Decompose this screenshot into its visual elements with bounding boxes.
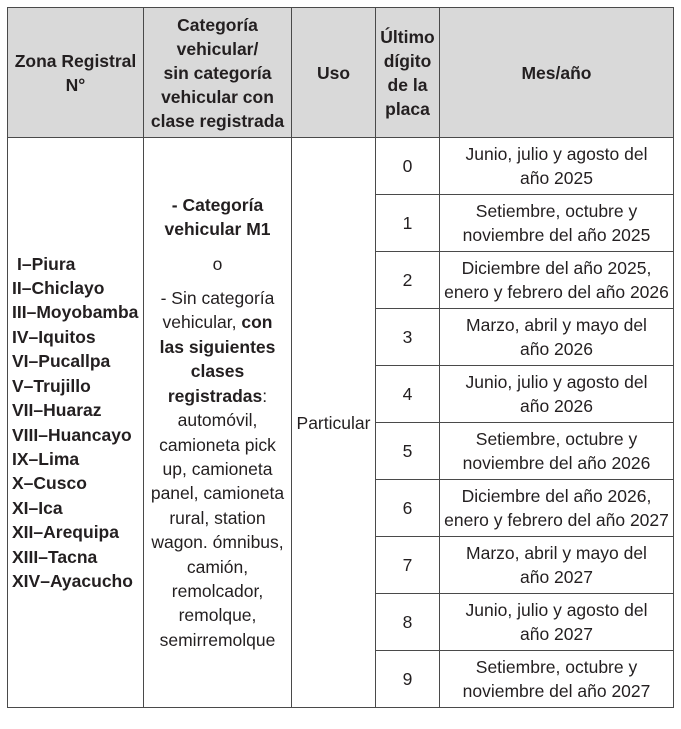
header-categoria-line2: vehicular/ bbox=[176, 38, 259, 59]
period-cell bbox=[440, 651, 674, 708]
header-digito-line1: Último bbox=[380, 26, 435, 47]
category-class-line: rural, station bbox=[169, 507, 266, 528]
digit-value: 9 bbox=[402, 669, 413, 689]
header-zona-line1: Zona Registral bbox=[14, 50, 137, 71]
period-line1: Diciembre del año 2025, bbox=[461, 258, 652, 278]
period-line1: Setiembre, octubre y bbox=[475, 429, 638, 449]
zone-item: IX–Lima bbox=[12, 448, 80, 469]
zone-item: XIII–Tacna bbox=[12, 546, 98, 567]
category-class-line: camión, bbox=[186, 556, 249, 577]
category-sin-line2 bbox=[147, 310, 288, 334]
digit-cell bbox=[376, 195, 440, 252]
period-line1: Diciembre del año 2026, bbox=[461, 486, 652, 506]
category-class-line: automóvil, bbox=[177, 410, 258, 431]
category-cell bbox=[144, 138, 292, 708]
period-line1: Marzo, abril y mayo del bbox=[466, 315, 647, 335]
zone-item: XIV–Ayacucho bbox=[12, 570, 133, 591]
period-line1: Junio, julio y agosto del bbox=[465, 372, 648, 392]
category-or: o bbox=[212, 253, 223, 274]
header-mes-label: Mes/año bbox=[521, 62, 592, 83]
header-categoria-line4: vehicular con bbox=[161, 86, 274, 107]
category-m1-line1: - Categoría bbox=[171, 194, 264, 215]
zone-item: VIII–Huancayo bbox=[12, 424, 132, 445]
category-class-line: up, camioneta bbox=[162, 458, 273, 479]
header-categoria-line3: sin categoría bbox=[163, 62, 272, 83]
digit-value: 3 bbox=[402, 327, 413, 347]
category-class-line: wagon. ómnibus, bbox=[151, 532, 284, 553]
zone-item: II–Chiclayo bbox=[12, 278, 105, 299]
zone-item: III–Moyobamba bbox=[12, 302, 139, 323]
period-line2: noviembre del año 2027 bbox=[462, 681, 651, 701]
digit-value: 4 bbox=[402, 384, 413, 404]
period-line2: noviembre del año 2025 bbox=[462, 225, 651, 245]
digit-value: 0 bbox=[402, 156, 413, 176]
category-class-line: semirremolque bbox=[159, 629, 276, 650]
digit-value: 1 bbox=[402, 213, 413, 233]
digit-cell bbox=[376, 423, 440, 480]
category-sin-line1: - Sin categoría bbox=[160, 288, 275, 309]
category-class-line: camioneta pick bbox=[159, 434, 276, 455]
period-cell bbox=[440, 195, 674, 252]
period-line2: año 2026 bbox=[520, 396, 593, 416]
digit-cell bbox=[376, 138, 440, 195]
header-categoria-line1: Categoría bbox=[177, 14, 258, 35]
zone-item: I–Piura bbox=[17, 253, 76, 274]
period-line2: año 2027 bbox=[520, 624, 593, 644]
category-con-line2: las siguientes bbox=[159, 336, 276, 357]
period-line2: año 2027 bbox=[520, 567, 593, 587]
header-categoria bbox=[144, 8, 292, 138]
digit-cell bbox=[376, 594, 440, 651]
period-line1: Junio, julio y agosto del bbox=[465, 600, 648, 620]
period-line1: Setiembre, octubre y bbox=[475, 657, 638, 677]
category-con-line4 bbox=[147, 384, 288, 408]
header-uso bbox=[292, 8, 376, 138]
zone-item: X–Cusco bbox=[12, 473, 87, 494]
category-class-line: remolcador, bbox=[171, 580, 264, 601]
zone-item: XI–Ica bbox=[12, 497, 63, 518]
category-sin-text: vehicular, bbox=[162, 312, 237, 333]
header-row bbox=[8, 8, 674, 138]
period-line2: año 2026 bbox=[520, 339, 593, 359]
table-row bbox=[8, 138, 674, 195]
category-class-line: remolque, bbox=[178, 605, 257, 626]
header-zona-registral bbox=[8, 8, 144, 138]
header-digito-line2: dígito bbox=[383, 50, 432, 71]
zone-item: VI–Pucallpa bbox=[12, 351, 111, 372]
header-mes-ano bbox=[440, 8, 674, 138]
header-uso-label: Uso bbox=[316, 62, 351, 83]
period-line1: Setiembre, octubre y bbox=[475, 201, 638, 221]
header-digito-line3: de la bbox=[387, 74, 428, 95]
uso-cell bbox=[292, 138, 376, 708]
period-cell bbox=[440, 309, 674, 366]
period-line2: año 2025 bbox=[520, 168, 593, 188]
period-cell bbox=[440, 252, 674, 309]
zone-item: XII–Arequipa bbox=[12, 522, 119, 543]
period-cell bbox=[440, 366, 674, 423]
zone-item: VII–Huaraz bbox=[12, 400, 102, 421]
period-cell bbox=[440, 138, 674, 195]
period-cell bbox=[440, 537, 674, 594]
period-cell bbox=[440, 423, 674, 480]
digit-cell bbox=[376, 366, 440, 423]
digit-cell bbox=[376, 480, 440, 537]
category-m1-line2: vehicular M1 bbox=[164, 219, 271, 240]
digit-cell bbox=[376, 651, 440, 708]
uso-value: Particular bbox=[296, 412, 371, 433]
zones-list bbox=[12, 252, 140, 594]
plate-schedule-table bbox=[7, 7, 674, 708]
period-line2: noviembre del año 2026 bbox=[462, 453, 651, 473]
header-categoria-line5: clase registrada bbox=[150, 110, 285, 131]
digit-cell bbox=[376, 309, 440, 366]
zone-item: IV–Iquitos bbox=[12, 326, 96, 347]
header-zona-line2: N° bbox=[65, 74, 86, 95]
header-ultimo-digito bbox=[376, 8, 440, 138]
digit-value: 5 bbox=[402, 441, 413, 461]
zones-cell bbox=[8, 138, 144, 708]
category-con-line3: clases bbox=[190, 361, 245, 382]
digit-value: 2 bbox=[402, 270, 413, 290]
digit-cell bbox=[376, 537, 440, 594]
period-line2: enero y febrero del año 2026 bbox=[444, 282, 669, 302]
period-cell bbox=[440, 480, 674, 537]
period-cell bbox=[440, 594, 674, 651]
category-class-line: panel, camioneta bbox=[150, 483, 285, 504]
category-registradas-text: registradas bbox=[167, 385, 263, 406]
digit-value: 7 bbox=[402, 555, 413, 575]
period-line1: Marzo, abril y mayo del bbox=[466, 543, 647, 563]
header-digito-line4: placa bbox=[385, 98, 430, 119]
digit-value: 6 bbox=[402, 498, 413, 518]
period-line1: Junio, julio y agosto del bbox=[465, 144, 648, 164]
category-colon: : bbox=[262, 385, 268, 406]
period-line2: enero y febrero del año 2027 bbox=[444, 510, 669, 530]
digit-cell bbox=[376, 252, 440, 309]
category-con-text: con bbox=[241, 312, 273, 333]
digit-value: 8 bbox=[402, 612, 413, 632]
zone-item: V–Trujillo bbox=[12, 375, 91, 396]
